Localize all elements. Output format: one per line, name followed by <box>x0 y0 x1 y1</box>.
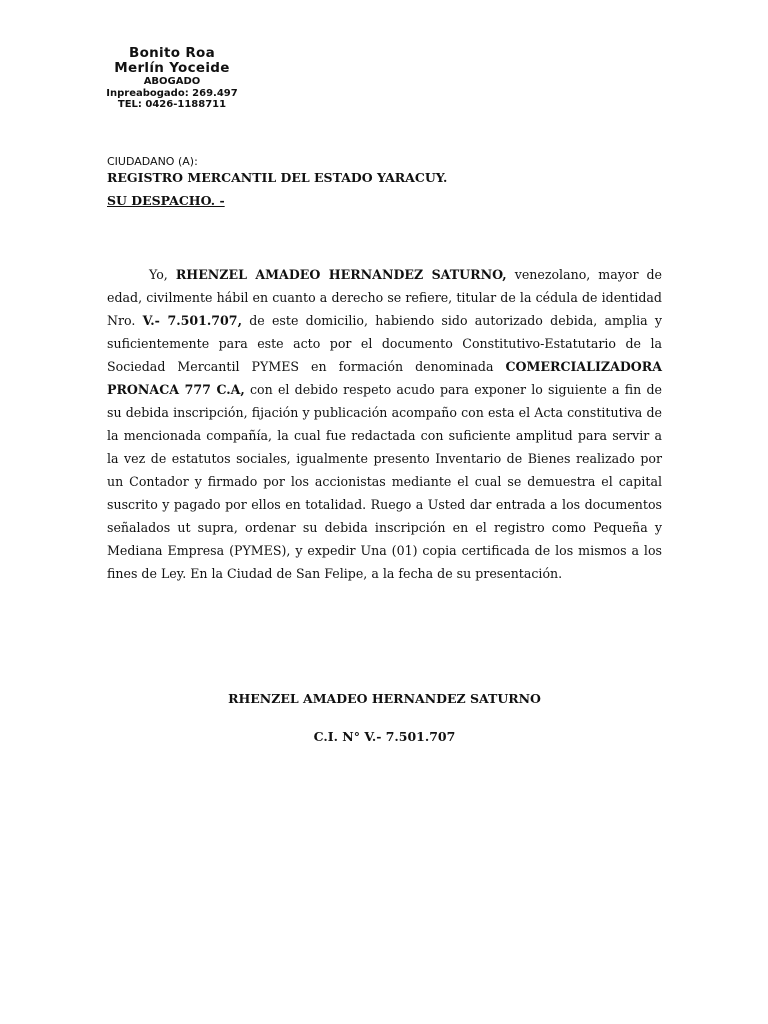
letterhead <box>104 46 240 111</box>
body-bold-company-name: COMERCIALIZADORA PRONACA 777 C.A, <box>107 359 662 397</box>
lawyer-name-line2: Merlín Yoceide <box>114 60 230 76</box>
lawyer-inpreabogado: Inpreabogado: 269.497 <box>106 87 238 99</box>
signature-id: C.I. N° V.- 7.501.707 <box>313 729 456 744</box>
body-text-3: de este domicilio, habiendo sido autorizado debida, amplia y suficientemente para este acto por el documento Constitutivo-Estatutario de la Sociedad Mercantil PYMES en formación denominada <box>107 313 662 374</box>
body-bold-applicant-name: RHENZEL AMADEO HERNANDEZ SATURNO, <box>175 267 507 282</box>
body-bold-id-number: V.- 7.501.707, <box>142 313 242 328</box>
body-paragraph <box>107 263 662 585</box>
signature-name: RHENZEL AMADEO HERNANDEZ SATURNO <box>228 691 541 706</box>
body-text-2: venezolano, mayor de edad, civilmente hábil en cuanto a derecho se refiere, titular de la cédula de identidad Nro. <box>107 267 662 328</box>
addressee-label: CIUDADANO (A): <box>107 155 198 168</box>
lawyer-phone: TEL: 0426-1188711 <box>117 99 227 110</box>
lawyer-name-line1: Bonito Roa <box>128 45 215 61</box>
addressee-despacho: SU DESPACHO. - <box>107 193 225 208</box>
lawyer-title: ABOGADO <box>143 76 201 87</box>
addressee-block <box>107 155 667 210</box>
addressee-registry: REGISTRO MERCANTIL DEL ESTADO YARACUY. <box>107 170 448 185</box>
body-text-4: con el debido respeto acudo para exponer lo siguiente a fin de su debida inscripción, fijación y publicación acompaño con esta el Acta constitutiva de la mencionada compañía, la cual fue redactada con suficiente amplitud para servir a la vez de estatutos sociales, igualmente presento Inventario de Bienes realizado por un Contador y firmado por los accionistas mediante el cual se demuestra el capital suscrito y pagado por ellos en totalidad. Ruego a Usted dar entrada a los documentos señalados ut supra, ordenar su debida inscripción en el registro como Pequeña y Mediana Empresa (PYMES), y expedir Una (01) copia certificada de los mismos a los fines de Ley. En la Ciudad de San Felipe, a la fecha de su presentación. <box>107 382 662 581</box>
body-text-1: Yo, <box>149 267 176 282</box>
signature-block <box>107 690 662 746</box>
